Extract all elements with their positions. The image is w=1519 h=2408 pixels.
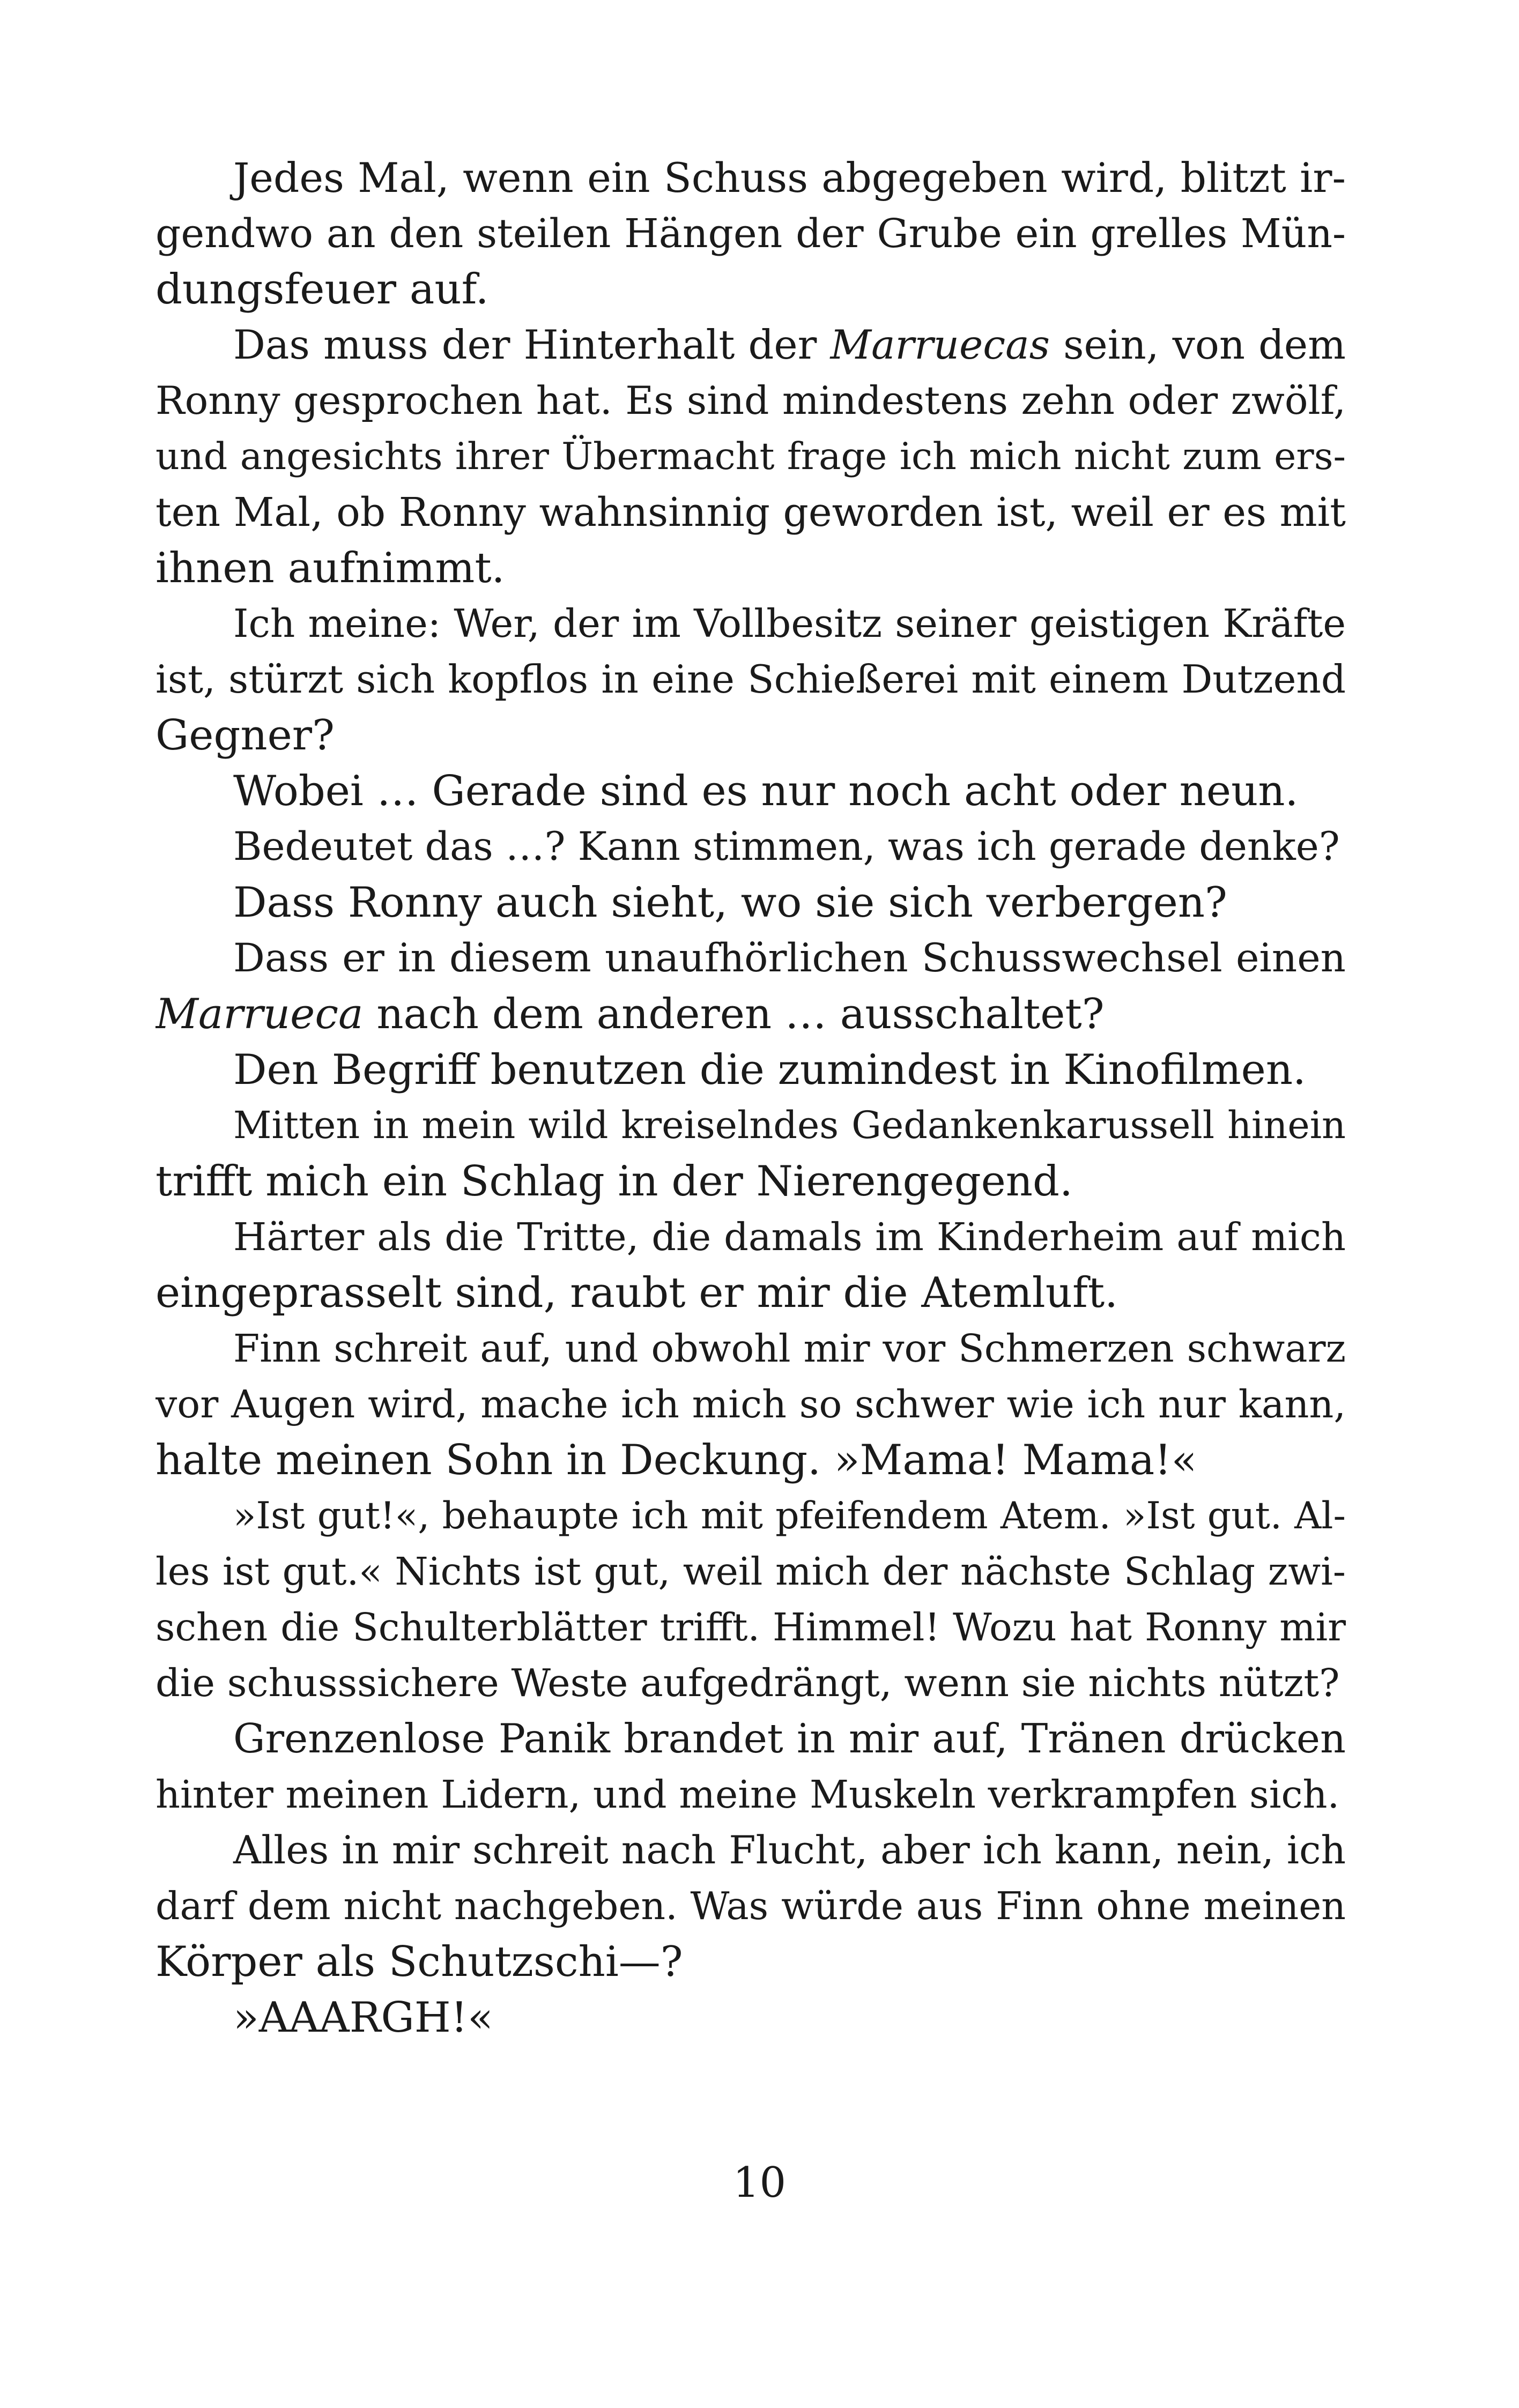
text-line: Dass Ronny auch sieht, wo sie sich verbergen? [233,879,1227,927]
page-number: 10 [732,2159,787,2207]
text-line: eingeprasselt sind, raubt er mir die Atemluft. [155,1269,1118,1317]
text-line: Gegner? [155,711,335,760]
text-line: darf dem nicht nachgeben. Was würde aus Finn ohne meinen [155,1884,1346,1928]
text-line [155,317,1346,373]
text-line [155,986,1346,1042]
text-segment: nach dem anderen … ausschaltet? [363,990,1105,1038]
text-line: ten Mal, ob Ronny wahnsinnig geworden ist, weil er es mit [155,489,1346,536]
text-line: hinter meinen Lidern, und meine Muskeln verkrampfen sich. [155,1772,1340,1817]
text-line: trifft mich ein Schlag in der Nierengegend. [155,1157,1073,1206]
text-segment: sein, von dem [1050,322,1346,368]
text-line: Mitten in mein wild kreiselndes Gedankenkarussell hinein [233,1104,1346,1147]
text-line: Wobei … Gerade sind es nur noch acht oder neun. [233,767,1299,815]
text-line: dungsfeuer auf. [155,265,489,314]
text-line: »Ist gut!«, behaupte ich mit pfeifendem Atem. »Ist gut. Al- [233,1495,1346,1537]
text-line: vor Augen wird, mache ich mich so schwer wie ich nur kann, [155,1382,1346,1426]
text-line: les ist gut.« Nichts ist gut, weil mich der nächste Schlag zwi- [155,1549,1346,1594]
text-line: Dass er in diesem unaufhörlichen Schusswechsel einen [233,935,1346,981]
text-line: Ich meine: Wer, der im Vollbesitz seiner geistigen Kräfte [233,601,1346,646]
text-line: die schusssichere Weste aufgedrängt, wenn sie nichts nützt? [155,1661,1340,1705]
text-line: Körper als Schutzschi—? [155,1938,683,1986]
text-line: Den Begriff benutzen die zumindest in Kinofilmen. [233,1046,1306,1094]
text-line: Finn schreit auf, und obwohl mir vor Schmerzen schwarz [233,1326,1346,1371]
text-line: ihnen aufnimmt. [155,544,505,592]
text-line: Bedeutet das …? Kann stimmen, was ich gerade denke? [233,824,1340,869]
text-line: Jedes Mal, wenn ein Schuss abgegeben wird, blitzt ir- [233,154,1346,202]
text-line: Grenzenlose Panik brandet in mir auf, Tränen drücken [233,1715,1346,1762]
text-line: schen die Schulterblätter trifft. Himmel! Wozu hat Ronny mir [155,1605,1346,1649]
text-line: Alles in mir schreit nach Flucht, aber ich kann, nein, ich [233,1828,1346,1873]
text-line: Ronny gesprochen hat. Es sind mindestens zehn oder zwölf, [155,378,1346,423]
text-line: und angesichts ihrer Übermacht frage ich mich nicht zum ers- [155,435,1346,478]
text-line: »AAARGH!« [233,1994,493,2042]
text-segment: Das muss der Hinterhalt der [233,322,831,368]
text-line: halte meinen Sohn in Deckung. »Mama! Mama!« [155,1436,1197,1484]
italic-term: Marrueca [155,990,364,1038]
text-line: ist, stürzt sich kopflos in eine Schießerei mit einem Dutzend [155,657,1346,702]
body-text [155,150,1346,2046]
text-line: Härter als die Tritte, die damals im Kinderheim auf mich [233,1215,1346,1259]
text-line: gendwo an den steilen Hängen der Grube ein grelles Mün- [155,211,1346,257]
italic-term: Marruecas [830,322,1050,368]
